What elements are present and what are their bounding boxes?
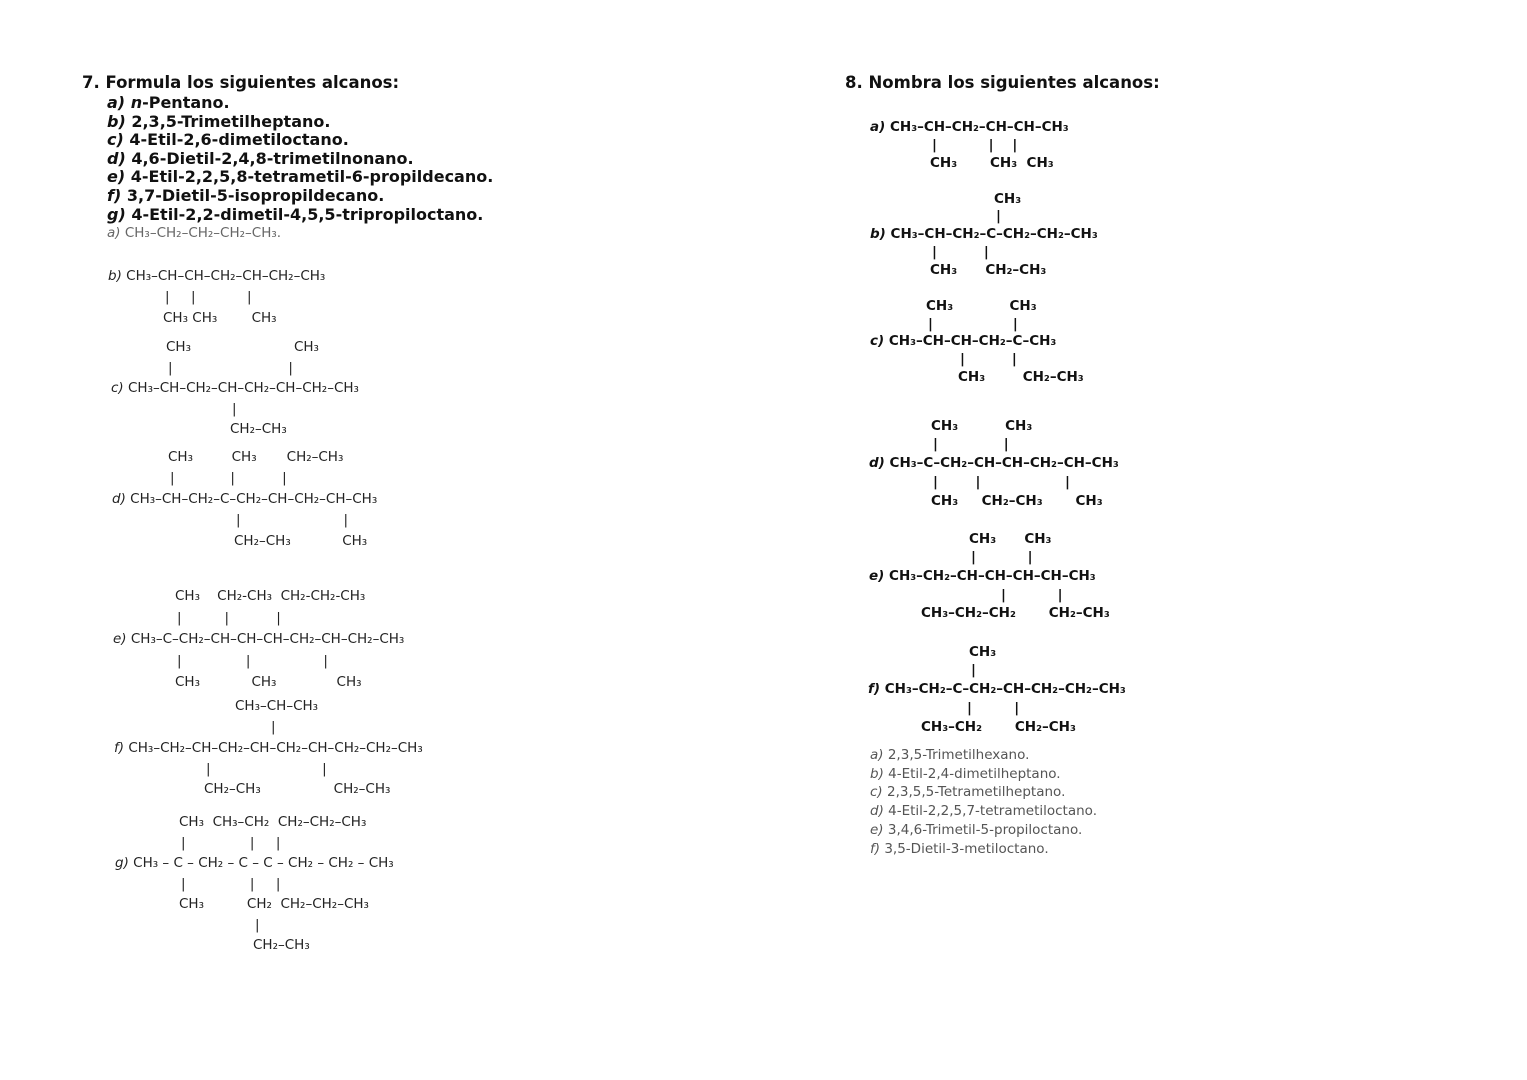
q7-formula-g-main: g) CH₃ – C – CH₂ – C – C – CH₂ – CH₂ – CH₃: [115, 855, 394, 871]
q8-formula-d-above: CH₃ CH₃: [931, 418, 1033, 434]
q7-formula-f-above: CH₃–CH–CH₃: [235, 698, 319, 714]
q7-formula-c-bonds-above: | |: [168, 360, 293, 376]
q8-formula-e-main: e) CH₃–CH₂–CH–CH–CH–CH–CH₃: [869, 568, 1096, 584]
q8-formula-e-above: CH₃ CH₃: [969, 531, 1052, 547]
q8-answer-a: a) 2,3,5-Trimetilhexano.: [870, 747, 1030, 763]
q8-answer-b: b) 4-Etil-2,4-dimetilheptano.: [870, 766, 1061, 782]
q7-item-a: a) n-Pentano.: [107, 93, 230, 112]
q8-formula-e-bonds-below: | |: [1001, 587, 1063, 603]
q7-formula-b-main: b) CH₃–CH–CH–CH₂–CH–CH₂–CH₃: [108, 268, 326, 284]
q8-formula-f-bonds-below: | |: [967, 700, 1020, 716]
q8-answer-c: c) 2,3,5,5-Tetrametilheptano.: [870, 784, 1066, 800]
q8-formula-b-above: CH₃: [994, 191, 1022, 207]
q7-formula-g-below2: CH₂–CH₃: [253, 937, 310, 953]
q7-formula-g-below: CH₃ CH₂ CH₂–CH₂–CH₃: [179, 896, 369, 912]
q8-formula-d-below: CH₃ CH₂–CH₃ CH₃: [931, 493, 1103, 509]
q7-formula-d-above: CH₃ CH₃ CH₂–CH₃: [168, 449, 344, 465]
q8-formula-b-main: b) CH₃–CH–CH₂–C–CH₂–CH₂–CH₃: [870, 226, 1098, 242]
q8-answer-e: e) 3,4,6-Trimetil-5-propiloctano.: [870, 822, 1083, 838]
q8-answer-d: d) 4-Etil-2,2,5,7-tetrametiloctano.: [870, 803, 1097, 819]
q7-formula-g-above: CH₃ CH₃–CH₂ CH₂–CH₂–CH₃: [179, 814, 367, 830]
q7-formula-c-main: c) CH₃–CH–CH₂–CH–CH₂–CH–CH₂–CH₃: [111, 380, 359, 396]
q8-formula-f-main: f) CH₃–CH₂–C–CH₂–CH–CH₂–CH₂–CH₃: [868, 681, 1126, 697]
q8-formula-d-bonds-above: | |: [933, 436, 1009, 452]
q8-formula-f-above: CH₃: [969, 644, 997, 660]
q8-formula-f-bonds-above: |: [971, 662, 976, 678]
q8-formula-e-below: CH₃–CH₂–CH₂ CH₂–CH₃: [921, 605, 1110, 621]
q8-answer-f: f) 3,5-Dietil-3-metiloctano.: [870, 841, 1049, 857]
q7-formula-e-above: CH₃ CH₂-CH₃ CH₂-CH₂-CH₃: [175, 588, 366, 604]
q7-formula-c-below: CH₂–CH₃: [230, 421, 287, 437]
q8-formula-c-bonds-below: | |: [960, 351, 1017, 367]
q8-formula-a-bonds: | | |: [932, 137, 1018, 153]
q7-formula-d-below: CH₂–CH₃ CH₃: [234, 533, 368, 549]
q8-formula-c-above: CH₃ CH₃: [926, 298, 1037, 314]
q8-formula-d-main: d) CH₃–C–CH₂–CH–CH–CH₂–CH–CH₃: [869, 455, 1119, 471]
q8-formula-b-bonds-below: | |: [932, 244, 989, 260]
q7-formula-b-below: CH₃ CH₃ CH₃: [163, 310, 277, 326]
q7-formula-e-bonds-above: | | |: [177, 610, 281, 626]
q8-formula-c-bonds-above: | |: [928, 316, 1018, 332]
q7-item-e: e) 4-Etil-2,2,5,8-tetrametil-6-propildecano.: [107, 167, 494, 186]
q7-formula-e-below: CH₃ CH₃ CH₃: [175, 674, 362, 690]
q8-formula-d-bonds-below: | | |: [933, 474, 1070, 490]
q7-formula-f-bonds-below: | |: [206, 761, 327, 777]
q7-formula-e-main: e) CH₃–C–CH₂–CH–CH–CH–CH₂–CH–CH₂–CH₃: [113, 631, 405, 647]
q7-item-f: f) 3,7-Dietil-5-isopropildecano.: [107, 186, 385, 205]
q7-formula-g-bonds-below2: |: [255, 917, 260, 933]
q7-formula-f-bonds-above: |: [271, 719, 276, 735]
q7-formula-f-main: f) CH₃–CH₂–CH–CH₂–CH–CH₂–CH–CH₂–CH₂–CH₃: [114, 740, 423, 756]
q7-formula-a: a) CH₃–CH₂–CH₂–CH₂–CH₃.: [107, 225, 282, 241]
q8-formula-a-main: a) CH₃–CH–CH₂–CH–CH–CH₃: [870, 119, 1069, 135]
q7-item-c: c) 4-Etil-2,6-dimetiloctano.: [107, 130, 349, 149]
q7-title: 7. Formula los siguientes alcanos:: [82, 73, 400, 92]
q8-formula-f-below: CH₃–CH₂ CH₂–CH₃: [921, 719, 1076, 735]
q7-item-g: g) 4-Etil-2,2-dimetil-4,5,5-tripropiloctano.: [107, 205, 484, 224]
q8-title: 8. Nombra los siguientes alcanos:: [845, 73, 1160, 92]
q7-formula-d-bonds-below: | |: [236, 512, 349, 528]
q7-formula-e-bonds-below: | | |: [177, 653, 328, 669]
q7-item-b: b) 2,3,5-Trimetilheptano.: [107, 112, 331, 131]
q7-formula-g-bonds-above: | | |: [181, 835, 281, 851]
q7-formula-d-bonds-above: | | |: [170, 470, 287, 486]
q8-formula-b-below: CH₃ CH₂–CH₃: [930, 262, 1047, 278]
q7-formula-c-above: CH₃ CH₃: [166, 339, 319, 355]
q8-formula-e-bonds-above: | |: [971, 549, 1033, 565]
q8-formula-b-bonds-above: |: [996, 208, 1001, 224]
q7-item-d: d) 4,6-Dietil-2,4,8-trimetilnonano.: [107, 149, 414, 168]
q7-formula-c-bonds-below: |: [232, 401, 237, 417]
q7-formula-d-main: d) CH₃–CH–CH₂–C–CH₂–CH–CH₂–CH–CH₃: [112, 491, 378, 507]
q7-formula-g-bonds-below: | | |: [181, 876, 281, 892]
q8-formula-c-below: CH₃ CH₂–CH₃: [958, 369, 1084, 385]
q7-formula-f-below: CH₂–CH₃ CH₂–CH₃: [204, 781, 391, 797]
q7-formula-b-bonds: | | |: [165, 289, 252, 305]
q8-formula-a-below: CH₃ CH₃ CH₃: [930, 155, 1054, 171]
q8-formula-c-main: c) CH₃–CH–CH–CH₂–C–CH₃: [870, 333, 1057, 349]
